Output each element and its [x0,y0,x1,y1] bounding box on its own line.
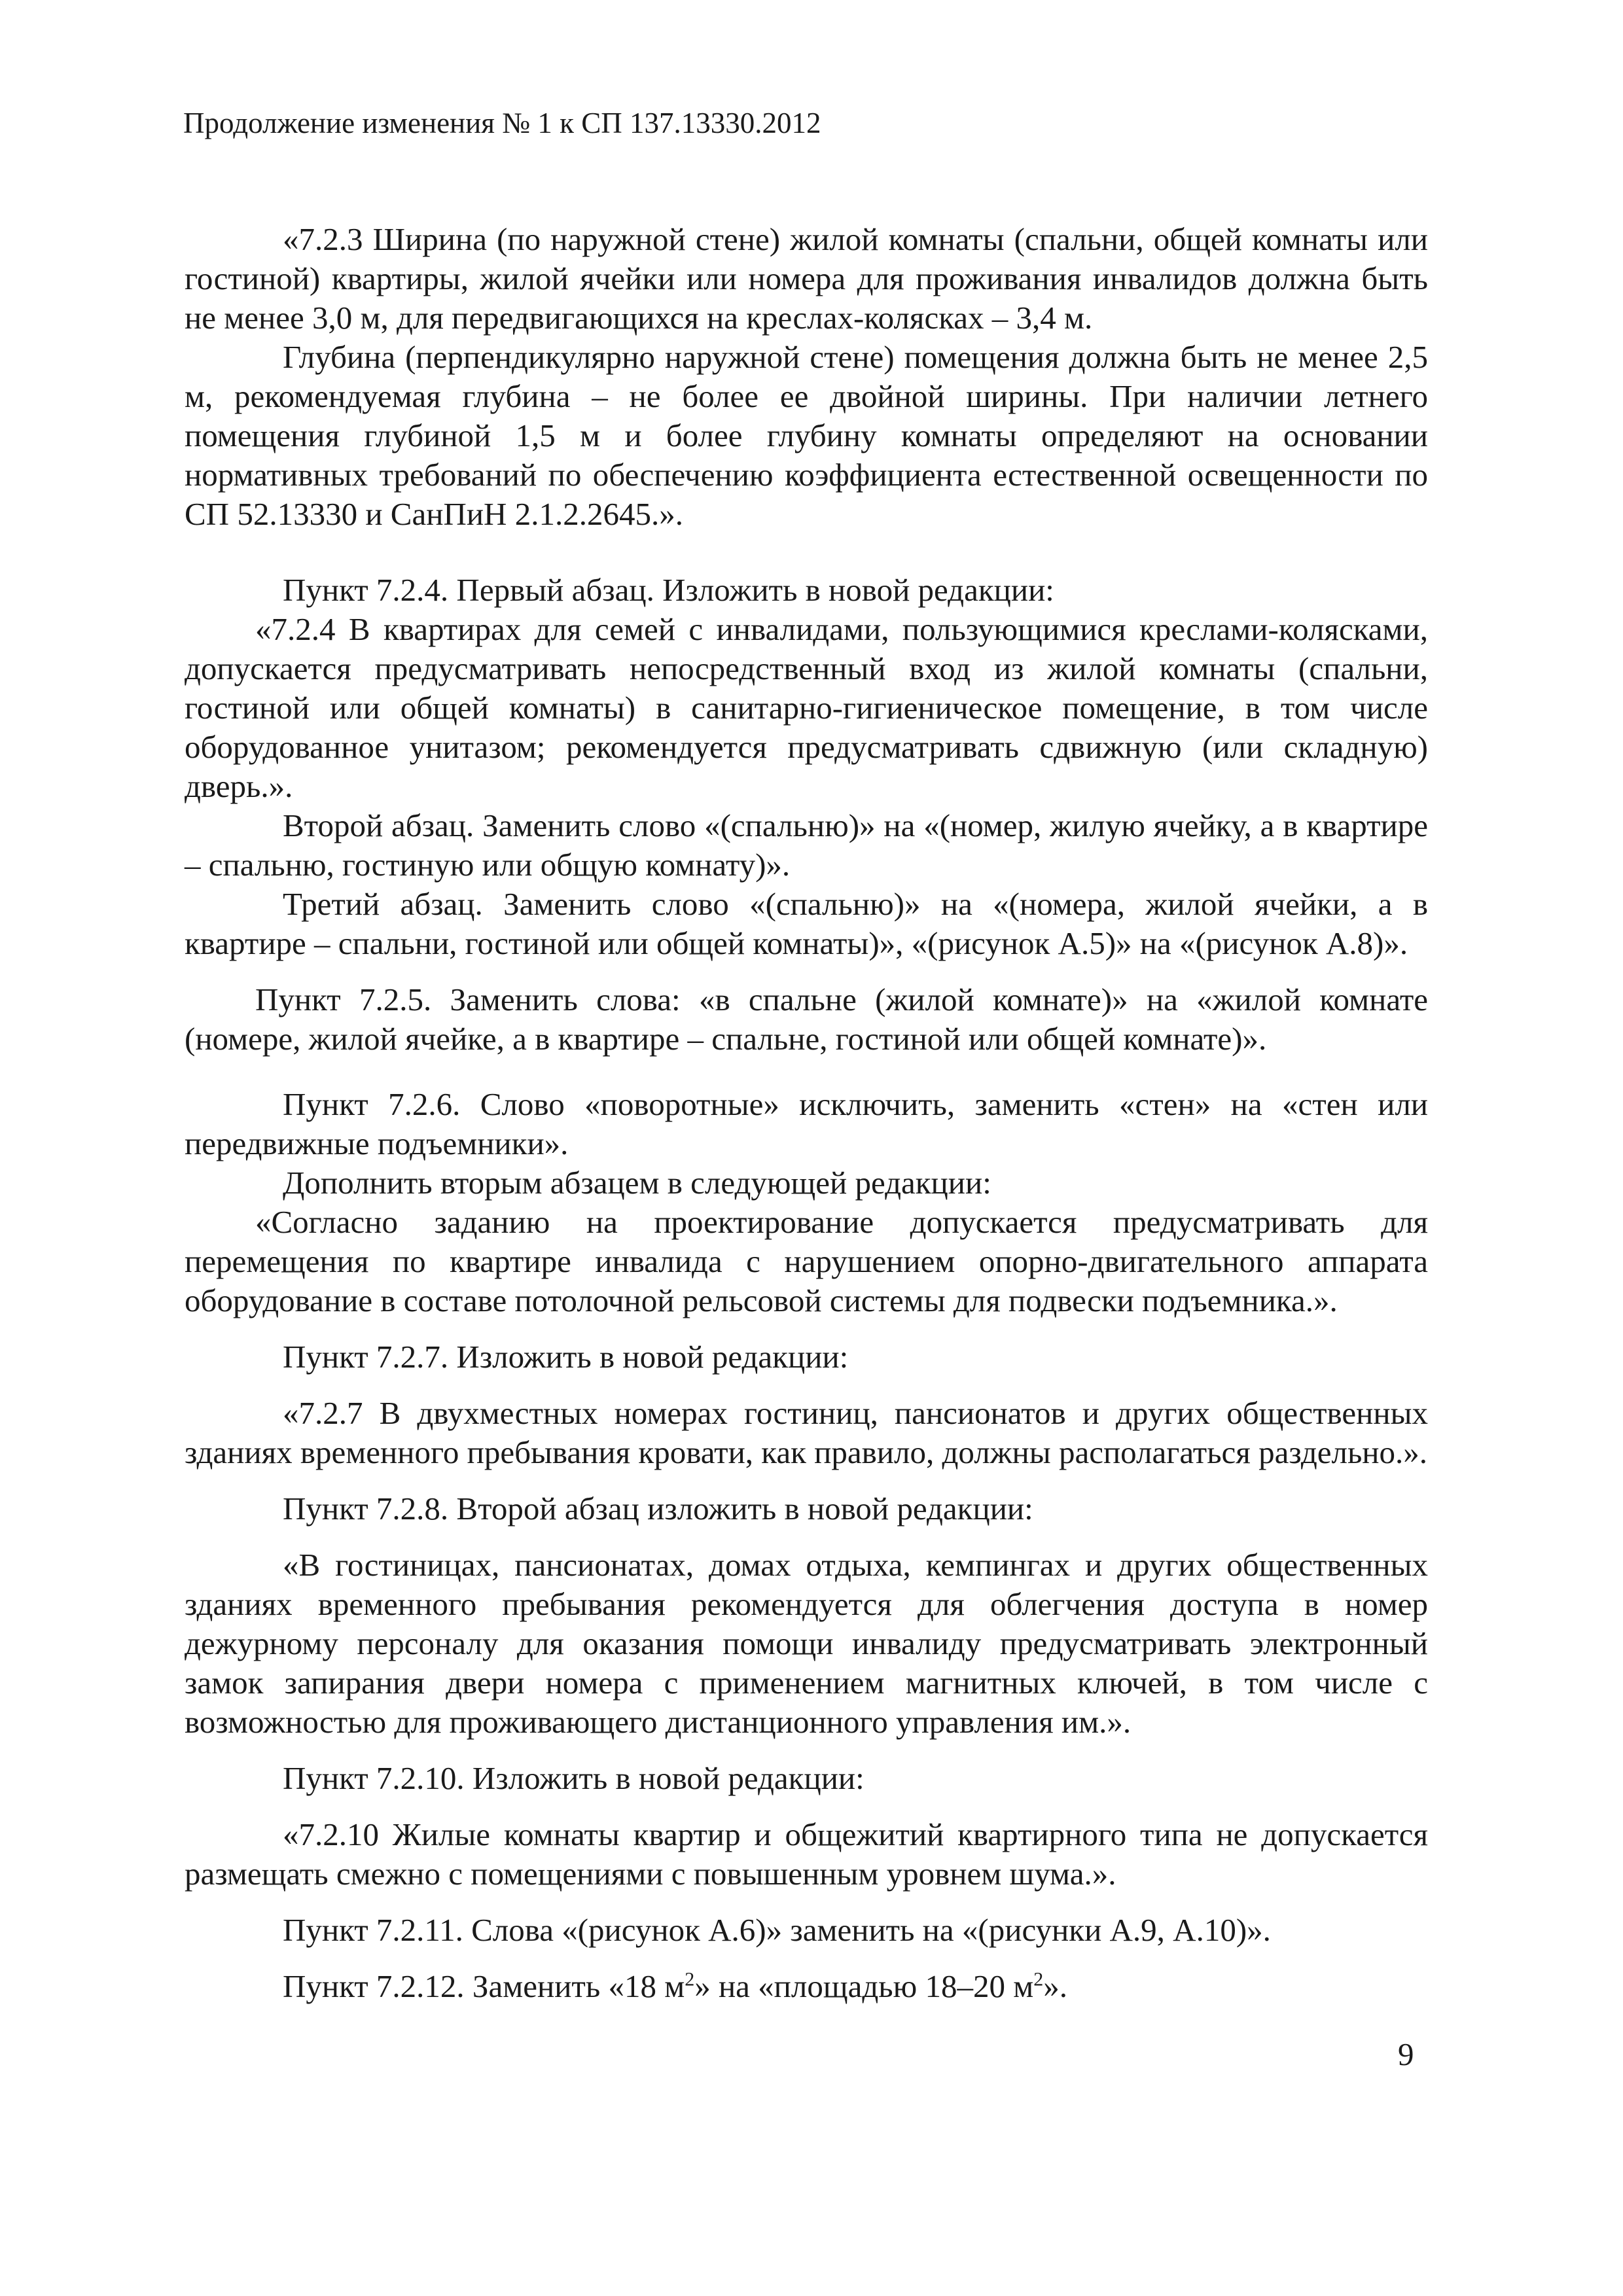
paragraph-7-2-10-intro: Пункт 7.2.10. Изложить в новой редакции: [283,1760,865,1796]
paragraph-7-2-11: Пункт 7.2.11. Слова «(рисунок А.6)» заменить на «(рисунки А.9, А.10)». [283,1912,1271,1948]
paragraph-7-2-3-depth: Глубина (перпендикулярно наружной стене) помещения должна быть не менее 2,5 м, рекомендуемая глубина – не более ее двойной ширины. При наличии летнего помещения глубиной 1,5 м и более глубину комнаты определяют на основании нормативных требований по обеспечению коэффициента естественной освещенности по СП 52.13330 и СанПиН 2.1.2.2645.». [185,339,1428,532]
document-body [185,220,1428,2006]
paragraph-7-2-4-quote: «7.2.4 В квартирах для семей с инвалидами, пользующимися креслами-колясками, допускается предусматривать непосредственный вход из жилой комнаты (спальни, гостиной или общей комнаты) в санитарно-гигиеническое помещение, в том числе оборудованное унитазом; рекомендуется предусматривать сдвижную (или складную) дверь.». [185,611,1428,804]
superscript-square-2: 2 [1033,1968,1044,1990]
paragraph-7-2-8-intro: Пункт 7.2.8. Второй абзац изложить в новой редакции: [283,1491,1033,1527]
paragraph-7-2-6-quote: «Согласно заданию на проектирование допускается предусматривать для перемещения по квартире инвалида с нарушением опорно-двигательного аппарата оборудование в составе потолочной рельсовой системы для подвески подъемника.». [185,1204,1428,1318]
paragraph-7-2-12-part2: » на «площадью 18–20 м [694,1968,1034,2004]
paragraph-7-2-7-quote: «7.2.7 В двухместных номерах гостиниц, пансионатов и других общественных зданиях временного пребывания кровати, как правило, должны располагаться раздельно.». [185,1395,1428,1470]
paragraph-7-2-12 [185,1967,1428,2006]
paragraph-7-2-12-part3: ». [1043,1968,1067,2004]
paragraph-7-2-4-second: Второй абзац. Заменить слово «(спальню)» на «(номер, жилую ячейку, а в квартире – спальню, гостиную или общую комнату)». [185,807,1428,883]
paragraph-7-2-6: Пункт 7.2.6. Слово «поворотные» исключить, заменить «стен» на «стен или передвижные подъемники». [185,1086,1428,1161]
page-number: 9 [1398,2036,1414,2072]
paragraph-7-2-4-intro: Пункт 7.2.4. Первый абзац. Изложить в новой редакции: [283,572,1054,608]
paragraph-7-2-10-quote: «7.2.10 Жилые комнаты квартир и общежитий квартирного типа не допускается размещать смежно с помещениями с повышенным уровнем шума.». [185,1816,1428,1892]
paragraph-7-2-5: Пункт 7.2.5. Заменить слова: «в спальне (жилой комнате)» на «жилой комнате (номере, жилой ячейке, а в квартире – спальне, гостиной или общей комнате)». [185,981,1428,1057]
superscript-square-1: 2 [685,1968,695,1990]
document-header: Продолжение изменения № 1 к СП 137.13330.2012 [183,107,821,139]
paragraph-7-2-7-intro: Пункт 7.2.7. Изложить в новой редакции: [283,1339,849,1375]
paragraph-7-2-12-part1: Пункт 7.2.12. Заменить «18 м [283,1968,685,2004]
paragraph-7-2-8-quote: «В гостиницах, пансионатах, домах отдыха, кемпингах и других общественных зданиях временного пребывания рекомендуется для облегчения доступа в номер дежурному персоналу для оказания помощи инвалиду предусматривать электронный замок запирания двери номера с применением магнитных ключей, в том числе с возможностью для проживающего дистанционного управления им.». [185,1547,1428,1740]
paragraph-7-2-3-width: «7.2.3 Ширина (по наружной стене) жилой комнаты (спальни, общей комнаты или гостиной) квартиры, жилой ячейки или номера для проживания инвалидов должна быть не менее 3,0 м, для передвигающихся на креслах-колясках – 3,4 м. [185,221,1428,336]
paragraph-7-2-6-addition: Дополнить вторым абзацем в следующей редакции: [283,1165,991,1201]
paragraph-7-2-4-third: Третий абзац. Заменить слово «(спальню)» на «(номера, жилой ячейки, а в квартире – спальни, гостиной или общей комнаты)», «(рисунок А.5)» на «(рисунок А.8)». [185,886,1428,961]
